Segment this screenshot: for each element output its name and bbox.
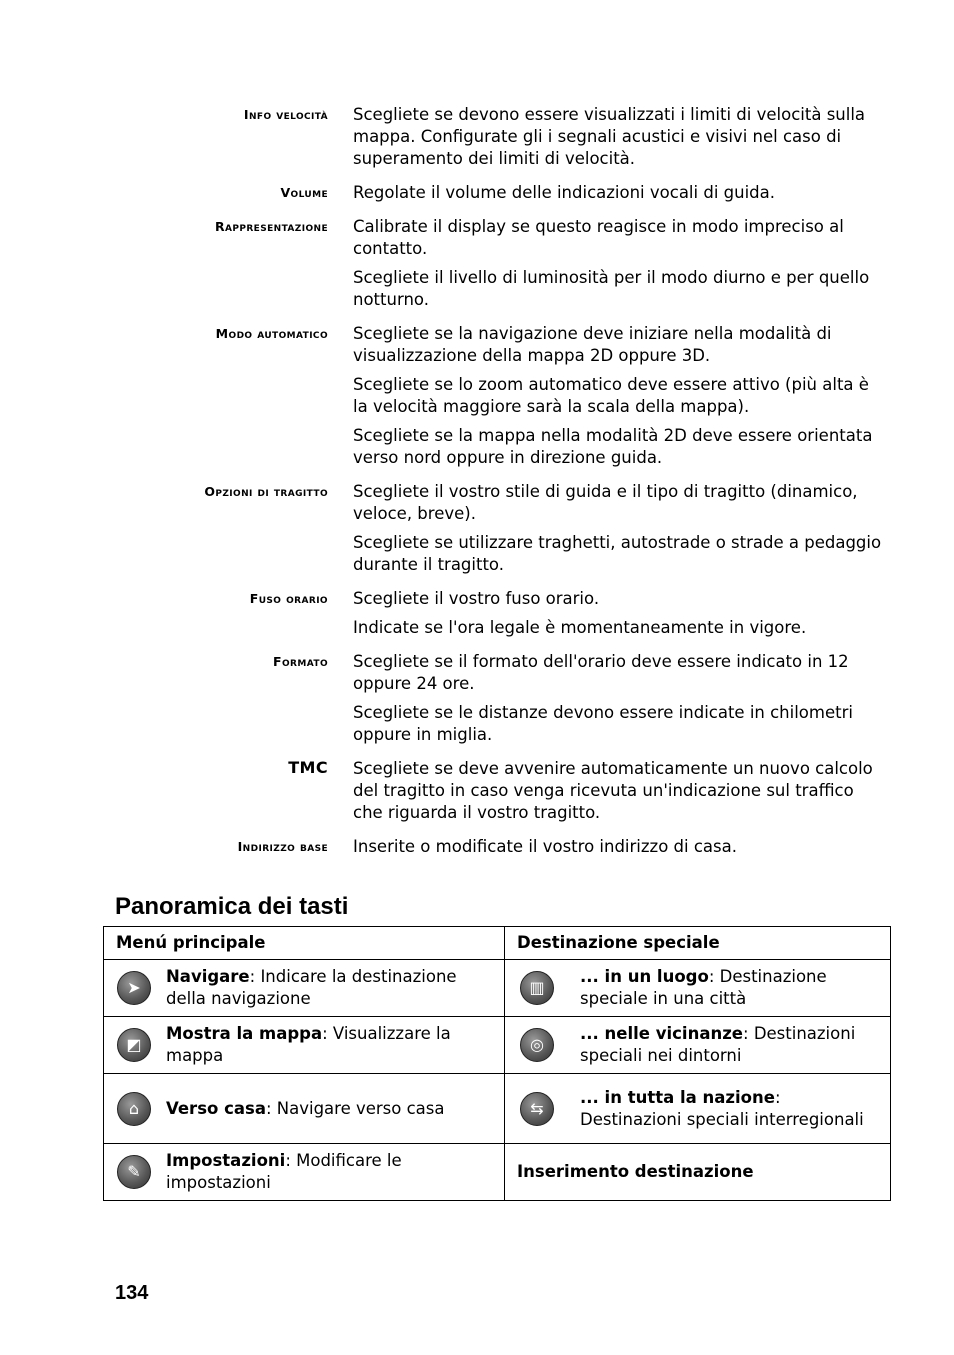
column-header: Menú principale <box>104 927 505 960</box>
setting-term: Fuso orario <box>249 591 328 606</box>
setting-description: Scegliete se la mappa nella modalità 2D deve essere orientata verso nord oppure in direzione guida. <box>353 426 873 467</box>
setting-row <box>0 588 954 639</box>
setting-description: Scegliete se le distanze devono essere indicate in chilometri oppure in miglia. <box>353 703 853 744</box>
setting-row <box>0 216 954 311</box>
setting-description: Scegliete se utilizzare traghetti, autostrade o strade a pedaggio durante il tragitto. <box>353 533 882 574</box>
setting-description: Inserite o modificate il vostro indirizzo di casa. <box>353 837 737 856</box>
setting-row <box>0 323 954 469</box>
keys-table <box>103 926 891 1201</box>
key-name: ... in un luogo <box>580 967 709 986</box>
setting-description: Scegliete se la navigazione deve iniziare nella modalità di visualizzazione della mappa 2D oppure 3D. <box>353 324 832 365</box>
setting-description: Regolate il volume delle indicazioni vocali di guida. <box>353 183 775 202</box>
setting-description: Scegliete se devono essere visualizzati i limiti di velocità sulla mappa. Configurate gli i segnali acustici e visivi nel caso di superamento dei limiti di velocità. <box>353 105 866 168</box>
setting-term: Info velocità <box>243 107 328 122</box>
setting-row <box>0 182 954 204</box>
setting-term: TMC <box>288 758 328 777</box>
city-icon: ▥ <box>520 971 554 1005</box>
setting-row <box>0 481 954 576</box>
key-description: : Modificare le impostazioni <box>166 1151 402 1192</box>
key-name: Verso casa <box>166 1098 266 1118</box>
setting-description: Scegliete il livello di luminosità per il modo diurno e per quello notturno. <box>353 268 870 309</box>
setting-term: Formato <box>273 654 328 669</box>
key-description: : Destinazione speciale in una città <box>580 967 827 1008</box>
page-number: 134 <box>115 1282 149 1304</box>
setting-row <box>0 836 954 858</box>
setting-description: Calibrate il display se questo reagisce in modo impreciso al contatto. <box>353 217 844 258</box>
key-description: : Visualizzare la mappa <box>166 1024 451 1065</box>
table-header-row <box>104 927 891 960</box>
setting-term: Rappresentazione <box>214 219 328 234</box>
key-name: Inserimento destinazione <box>505 1144 891 1201</box>
key-name: Impostazioni <box>166 1151 286 1170</box>
settings-list <box>0 104 954 870</box>
setting-term: Opzioni di tragitto <box>204 484 328 499</box>
key-description: : Navigare verso casa <box>265 1098 445 1118</box>
key-description: : Destinazioni speciali nei dintorni <box>580 1024 856 1065</box>
nearby-icon: ◎ <box>520 1028 554 1062</box>
setting-row <box>0 104 954 170</box>
home-icon: ⌂ <box>117 1092 151 1126</box>
table-row <box>104 1017 891 1074</box>
table-row <box>104 1074 891 1144</box>
settings-icon: ✎ <box>117 1155 151 1189</box>
section-title: Panoramica dei tasti <box>115 893 349 920</box>
setting-term: Indirizzo base <box>237 839 328 854</box>
navigate-icon: ➤ <box>117 971 151 1005</box>
key-name: Navigare <box>166 967 250 986</box>
setting-description: Scegliete il vostro stile di guida e il tipo di tragitto (dinamico, veloce, breve). <box>353 482 858 523</box>
table-row <box>104 1144 891 1201</box>
key-description: : Destinazioni speciali interregionali <box>580 1087 864 1129</box>
nationwide-icon: ⇆ <box>520 1092 554 1126</box>
table-row <box>104 960 891 1017</box>
setting-row <box>0 758 954 824</box>
setting-description: Indicate se l'ora legale è momentaneamente in vigore. <box>353 618 807 637</box>
key-name: ... nelle vicinanze <box>580 1024 744 1043</box>
setting-term: Volume <box>280 185 328 200</box>
key-name: ... in tutta la nazione <box>580 1087 775 1107</box>
setting-row <box>0 651 954 746</box>
setting-description: Scegliete se il formato dell'orario deve essere indicato in 12 oppure 24 ore. <box>353 652 849 693</box>
setting-description: Scegliete se deve avvenire automaticamente un nuovo calcolo del tragitto in caso venga ricevuta un'indicazione sul traffico che riguarda il vostro tragitto. <box>353 759 873 822</box>
column-header: Destinazione speciale <box>505 927 891 960</box>
setting-description: Scegliete se lo zoom automatico deve essere attivo (più alta è la velocità maggiore sarà la scala della mappa). <box>353 375 869 416</box>
setting-term: Modo automatico <box>215 326 328 341</box>
key-description: : Indicare la destinazione della navigazione <box>166 967 457 1008</box>
map-icon: ◩ <box>117 1028 151 1062</box>
setting-description: Scegliete il vostro fuso orario. <box>353 589 600 608</box>
key-name: Mostra la mappa <box>166 1024 323 1043</box>
